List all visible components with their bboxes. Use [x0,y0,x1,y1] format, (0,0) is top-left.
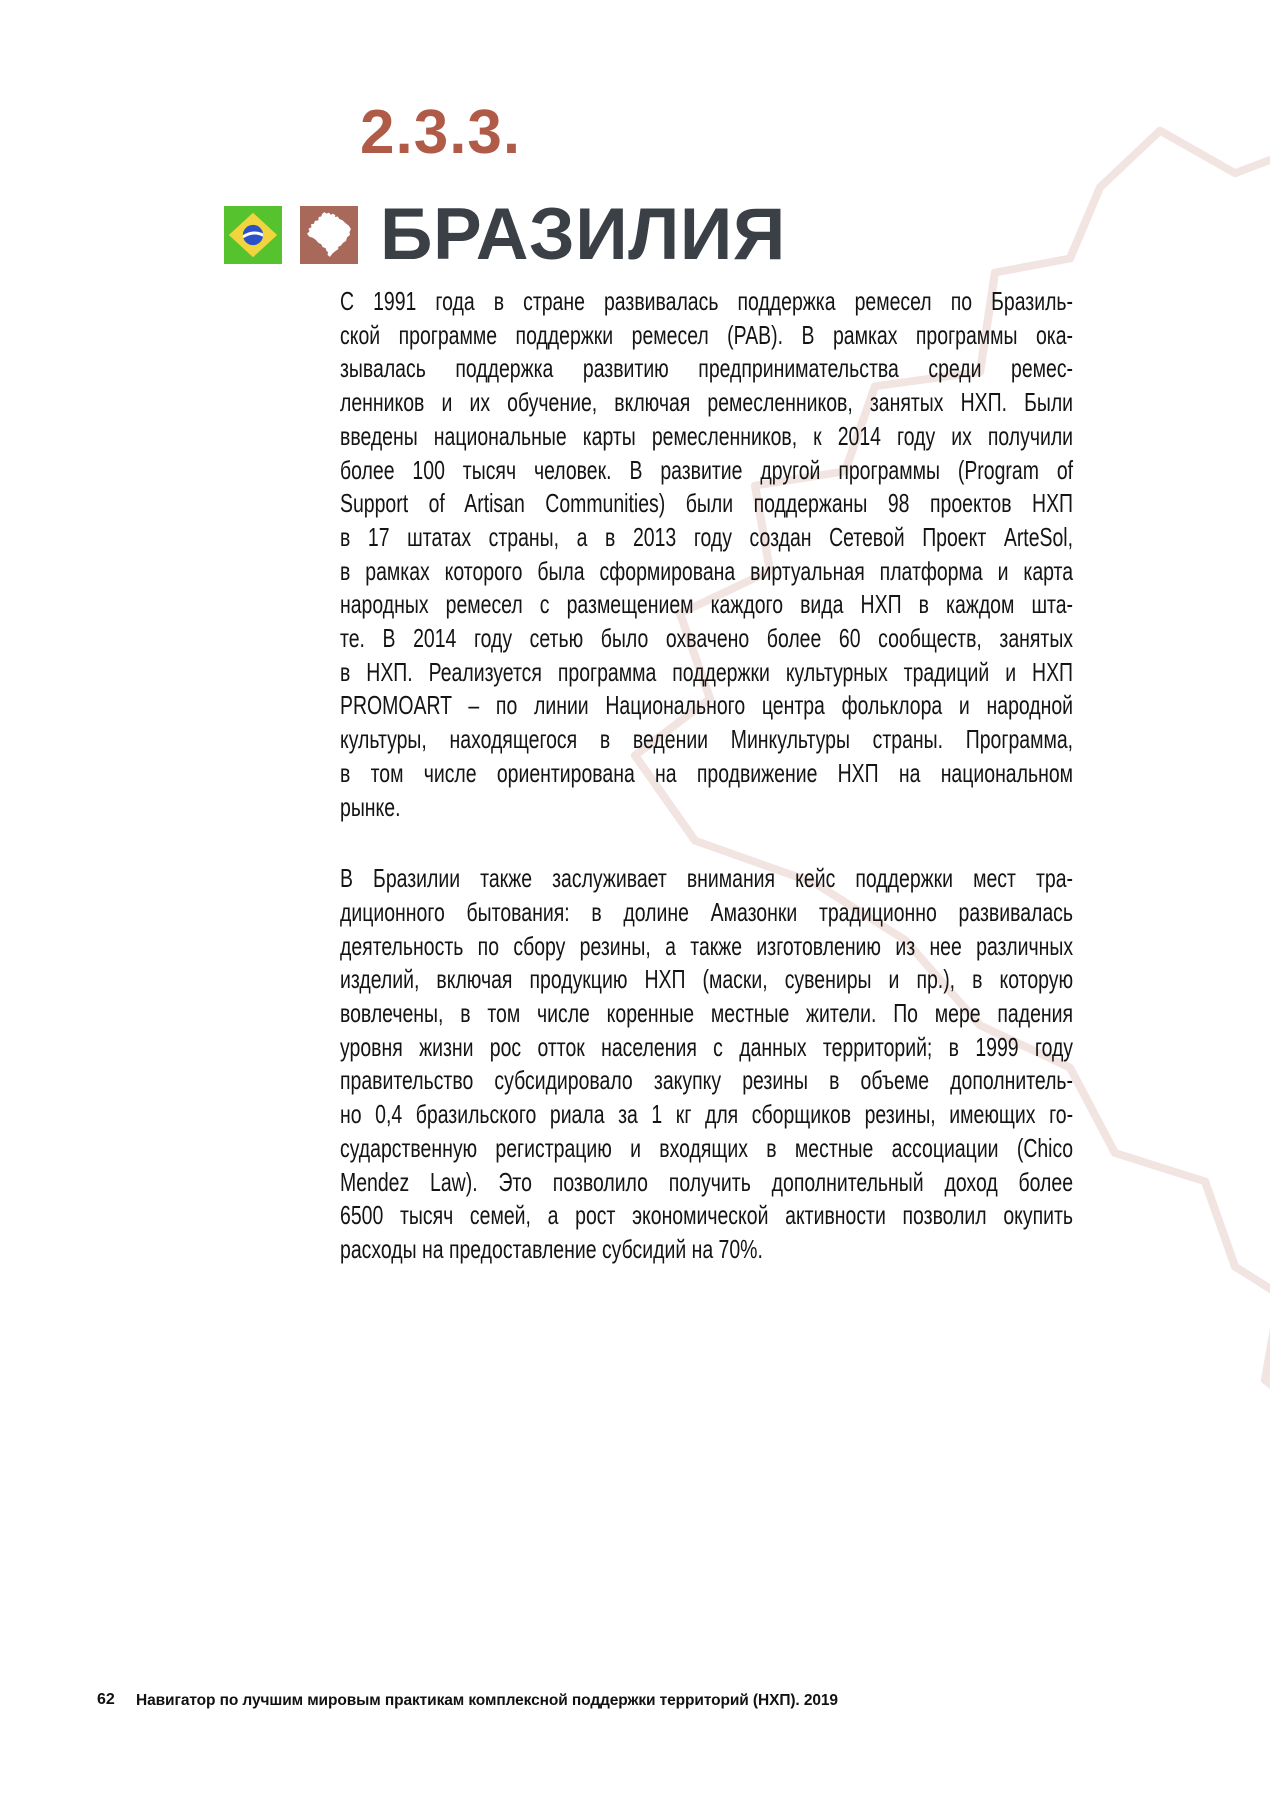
text-line: в 17 штатах страны, а в 2013 году создан Сетевой Проект ArteSol, [340,521,1074,552]
text-line: рынке. [340,791,401,822]
paragraph [340,862,1073,1266]
text-line: культуры, находящегося в ведении Минкультуры страны. Программа, [340,724,1074,755]
text-line: Support of Artisan Communities) были поддержаны 98 проектов НХП [340,488,1074,519]
text-line: в рамках которого была сформирована виртуальная платформа и карта [340,555,1074,586]
title-row [224,194,786,275]
text-line: в НХП. Реализуется программа поддержки культурных традиций и НХП [340,656,1074,687]
brazil-flag-icon [224,206,282,264]
text-line: правительство субсидировало закупку резины в объеме дополнитель- [340,1065,1074,1096]
text-line: 6500 тысяч семей, а рост экономической активности позволил окупить [340,1200,1074,1231]
text-line: диционного бытования: в долине Амазонки традиционно развивалась [340,896,1074,927]
text-line: но 0,4 бразильского риала за 1 кг для сборщиков резины, имеющих го- [340,1099,1074,1130]
footer-text: Навигатор по лучшим мировым практикам комплексной поддержки территорий (НХП). 2019 [136,1692,838,1709]
paragraph [340,285,1073,824]
text-line: деятельность по сбору резины, а также изготовлению из нее различных [340,930,1074,961]
text-line: изделий, включая продукцию НХП (маски, сувениры и пр.), в которую [340,964,1074,995]
footer-page-number: 62 [97,1691,115,1708]
text-line: расходы на предоставление субсидий на 70%. [340,1233,763,1264]
text-line: PROMOART – по линии Национального центра фольклора и народной [340,690,1074,721]
section-number: 2.3.3. [360,98,522,167]
page-title: БРАЗИЛИЯ [380,194,786,275]
brazil-map-icon [300,206,358,264]
text-line: в том числе ориентирована на продвижение НХП на национальном [340,757,1074,788]
text-line: те. В 2014 году сетью было охвачено более 60 сообществ, занятых [340,623,1074,654]
text-line: более 100 тысяч человек. В развитие другой программы (Program of [340,454,1074,485]
text-line: зывалась поддержка развитию предпринимательства среди ремес- [340,353,1074,384]
text-line: С 1991 года в стране развивалась поддержка ремесел по Бразиль- [340,286,1074,316]
text-line: сударственную регистрацию и входящих в местные ассоциации (Chico [340,1132,1074,1163]
text-line: введены национальные карты ремесленников, к 2014 году их получили [340,420,1074,451]
text-line: В Бразилии также заслуживает внимания кейс поддержки мест тра- [340,863,1074,894]
text-line: ленников и их обучение, включая ремесленников, занятых НХП. Были [340,387,1074,418]
text-line: ской программе поддержки ремесел (PAB). В рамках программы ока- [340,319,1074,350]
text-line: уровня жизни рос отток населения с данных территорий; в 1999 году [340,1031,1074,1062]
text-line: вовлечены, в том числе коренные местные жители. По мере падения [340,998,1074,1029]
text-line: Mendez Law). Это позволило получить дополнительный доход более [340,1166,1074,1197]
text-line: народных ремесел с размещением каждого вида НХП в каждом шта- [340,589,1074,620]
body-text [340,285,1073,1267]
